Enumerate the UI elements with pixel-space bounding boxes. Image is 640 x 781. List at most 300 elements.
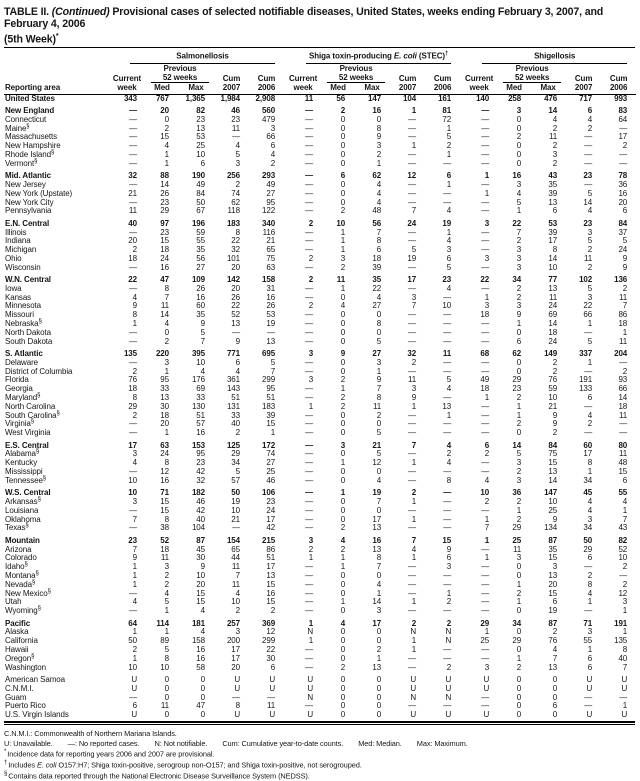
table-row: [4, 125, 636, 134]
case-count-cell: 4: [132, 597, 137, 607]
case-count-cell: 7: [376, 384, 382, 394]
case-count-cell: 3: [587, 627, 593, 637]
case-count-cell: 2: [235, 428, 240, 438]
case-count-cell: 4: [622, 497, 628, 506]
page-title: [4, 6, 635, 45]
weeks52-label: 52 weeks: [322, 73, 390, 84]
case-count-cell: 40: [128, 218, 137, 228]
case-count-cell: —: [305, 570, 314, 580]
case-count-cell: 34: [231, 458, 240, 468]
case-count-cell: 11: [619, 449, 628, 459]
reporting-area-cell: W.S. Central: [5, 488, 51, 498]
case-count-cell: —: [481, 467, 490, 477]
case-count-cell: —: [305, 393, 314, 403]
case-count-cell: 55: [196, 236, 205, 246]
case-count-cell: 25: [196, 141, 205, 151]
case-count-cell: 15: [266, 579, 276, 589]
case-count-cell: 10: [160, 662, 169, 672]
column-group-shigellosis: Shigellosis: [460, 50, 636, 63]
case-count-cell: 1: [484, 171, 490, 181]
case-count-cell: 20: [160, 105, 169, 115]
case-count-cell: —: [584, 158, 593, 168]
case-count-cell: 45: [583, 488, 593, 498]
case-count-cell: 104: [191, 523, 205, 533]
case-count-cell: 1: [411, 105, 417, 115]
case-count-cell: —: [408, 505, 417, 515]
case-count-cell: U: [410, 710, 417, 720]
case-count-cell: 13: [548, 197, 558, 207]
case-count-cell: —: [305, 114, 314, 124]
case-count-cell: 47: [196, 701, 205, 711]
max-header: Max: [354, 83, 390, 94]
case-count-cell: —: [232, 132, 240, 142]
case-count-cell: 77: [548, 275, 558, 285]
case-count-cell: 4: [132, 458, 137, 468]
case-count-cell: 1: [164, 158, 169, 168]
reporting-area-cell: Wisconsin: [5, 262, 41, 272]
case-count-cell: 0: [340, 327, 346, 337]
case-count-cell: 15: [266, 419, 276, 429]
case-count-cell: 71: [160, 488, 169, 498]
case-count-cell: 0: [552, 692, 558, 702]
case-count-cell: 2: [587, 245, 593, 255]
case-count-cell: 2: [516, 497, 522, 506]
case-count-cell: 60: [583, 440, 593, 450]
case-count-cell: 7: [376, 497, 382, 506]
case-count-cell: —: [481, 206, 490, 216]
case-count-cell: —: [408, 562, 417, 572]
case-count-cell: 44: [231, 553, 240, 563]
case-count-cell: 293: [262, 171, 276, 181]
case-count-cell: 0: [516, 428, 522, 438]
case-count-cell: 0: [376, 636, 382, 646]
case-count-cell: 17: [372, 514, 382, 524]
reporting-area-cell: Indiana: [5, 236, 31, 246]
case-count-cell: 63: [266, 262, 276, 272]
case-count-cell: 2: [552, 158, 558, 168]
case-count-cell: 215: [262, 535, 276, 545]
case-count-cell: 154: [226, 535, 240, 545]
case-count-cell: 24: [407, 218, 417, 228]
table-row: [4, 533, 636, 545]
case-count-cell: 5: [516, 197, 522, 207]
table-row: [4, 151, 636, 160]
case-count-cell: 0: [340, 149, 346, 159]
case-count-cell: 3: [411, 292, 417, 302]
case-count-cell: 22: [128, 275, 137, 285]
case-count-cell: N: [410, 692, 417, 702]
table-row: [4, 190, 636, 199]
case-count-cell: —: [619, 123, 628, 133]
case-count-cell: 9: [200, 562, 205, 572]
case-count-cell: 16: [266, 588, 276, 598]
case-count-cell: —: [619, 149, 628, 159]
case-count-cell: 4: [376, 197, 382, 207]
case-count-cell: 0: [376, 627, 382, 637]
case-count-cell: 50: [583, 535, 593, 545]
case-count-cell: 0: [516, 158, 522, 168]
case-count-cell: —: [443, 393, 452, 403]
case-count-cell: 0: [200, 683, 205, 693]
case-count-cell: —: [305, 410, 314, 420]
case-count-cell: 82: [196, 105, 205, 115]
case-count-cell: 0: [340, 674, 346, 684]
case-count-cell: 13: [548, 467, 558, 477]
case-count-cell: N: [307, 692, 314, 702]
case-count-cell: 9: [376, 132, 382, 142]
case-count-cell: 2: [340, 262, 346, 272]
case-count-cell: 11: [513, 544, 522, 554]
case-count-cell: 7: [376, 562, 382, 572]
current-label: Current: [288, 74, 318, 84]
case-count-cell: —: [129, 336, 137, 346]
title-footnote-marker: *: [55, 32, 59, 40]
case-count-cell: —: [305, 245, 314, 255]
reporting-area-cell: Alaska: [5, 627, 29, 637]
case-count-cell: 0: [340, 692, 346, 702]
case-count-cell: —: [129, 692, 137, 702]
case-count-cell: 11: [266, 701, 276, 711]
case-count-cell: 29: [128, 401, 137, 411]
table-row: [4, 516, 636, 525]
case-count-cell: 101: [226, 253, 240, 263]
case-count-cell: 11: [442, 349, 452, 359]
case-count-cell: 3: [516, 301, 522, 311]
case-count-cell: 0: [340, 627, 346, 637]
case-count-cell: 10: [128, 488, 137, 498]
case-count-cell: 6: [552, 597, 558, 607]
case-count-cell: 0: [340, 141, 346, 151]
reporting-area-cell: Minnesota: [5, 301, 42, 311]
case-count-cell: 76: [548, 636, 558, 646]
case-count-cell: —: [305, 579, 314, 589]
case-count-cell: 25: [548, 505, 558, 515]
table-row: [4, 672, 636, 684]
case-count-cell: 3: [132, 449, 137, 459]
case-count-cell: 95: [266, 197, 276, 207]
case-count-cell: 8: [446, 475, 452, 485]
case-count-cell: 95: [196, 449, 205, 459]
case-count-cell: 136: [614, 275, 628, 285]
case-count-cell: —: [481, 227, 490, 237]
case-count-cell: 1: [308, 636, 314, 646]
case-count-cell: U: [307, 674, 314, 684]
case-count-cell: 20: [231, 283, 240, 293]
case-count-cell: —: [481, 419, 490, 429]
case-count-cell: 11: [128, 206, 137, 216]
case-count-cell: 20: [618, 197, 628, 207]
table-row: [4, 116, 636, 125]
case-count-cell: 118: [227, 206, 240, 216]
reporting-area-cell: Colorado: [5, 553, 37, 563]
case-count-cell: 3: [516, 475, 522, 485]
case-count-cell: U: [586, 674, 593, 684]
case-count-cell: U: [269, 683, 276, 693]
case-count-cell: 14: [548, 319, 558, 329]
case-count-cell: —: [305, 384, 314, 394]
case-count-cell: 29: [231, 449, 240, 459]
case-count-cell: 0: [516, 357, 522, 367]
table-row: [4, 285, 636, 294]
case-count-cell: —: [408, 132, 417, 142]
case-count-cell: 11: [372, 401, 382, 411]
case-count-cell: 1: [164, 366, 169, 376]
case-count-cell: 23: [512, 384, 522, 394]
case-count-cell: —: [481, 366, 490, 376]
case-count-cell: —: [443, 497, 452, 506]
case-count-cell: 1: [132, 579, 137, 589]
reporting-area-cell: Puerto Rico: [5, 701, 46, 711]
case-count-cell: 23: [442, 275, 452, 285]
case-count-cell: 20: [128, 236, 137, 246]
case-count-cell: 1: [340, 245, 346, 255]
case-count-cell: 257: [226, 618, 240, 628]
case-count-cell: 2: [516, 292, 522, 302]
case-count-cell: —: [305, 319, 314, 329]
case-count-cell: 1: [484, 292, 490, 302]
reporting-area-cell: Alabama§: [5, 448, 40, 459]
reporting-area-cell: Oregon§: [5, 653, 35, 663]
case-count-cell: 11: [231, 123, 240, 133]
case-count-cell: 1: [587, 644, 593, 654]
case-count-cell: 5: [446, 375, 452, 385]
case-count-cell: 27: [372, 301, 382, 311]
case-count-cell: 1: [340, 597, 346, 607]
case-count-cell: 7: [411, 535, 417, 545]
table-row: [4, 412, 636, 421]
case-count-cell: 11: [231, 579, 240, 589]
case-count-cell: U: [621, 710, 628, 720]
cum2006-header: 2006: [425, 83, 460, 94]
case-count-cell: 8: [164, 514, 169, 524]
case-count-cell: 35: [548, 544, 558, 554]
case-count-cell: 7: [411, 440, 417, 450]
case-count-cell: —: [408, 653, 417, 663]
case-count-cell: 5: [235, 467, 240, 477]
table-row: [4, 207, 636, 216]
case-count-cell: 5: [376, 449, 382, 459]
case-count-cell: 0: [376, 114, 382, 124]
case-count-cell: 7: [411, 301, 417, 311]
case-count-cell: 0: [516, 366, 522, 376]
case-count-cell: 7: [622, 662, 628, 672]
case-count-cell: 18: [160, 245, 169, 255]
reporting-area-cell: Maryland§: [5, 392, 41, 403]
case-count-cell: 2: [132, 410, 137, 420]
case-count-cell: N: [445, 692, 452, 702]
case-count-cell: 4: [587, 497, 593, 506]
case-count-cell: 29: [512, 375, 522, 385]
table-row: [4, 199, 636, 208]
case-count-cell: —: [584, 366, 593, 376]
case-count-cell: 8: [376, 393, 382, 403]
case-count-cell: —: [619, 419, 628, 429]
case-count-cell: U: [410, 683, 417, 693]
case-count-cell: 4: [516, 188, 522, 198]
case-count-cell: 0: [376, 692, 382, 702]
case-count-cell: —: [305, 179, 314, 189]
case-count-cell: 5: [235, 149, 240, 159]
case-count-cell: 560: [262, 105, 276, 115]
case-count-cell: 1: [516, 206, 522, 216]
case-count-cell: 87: [548, 535, 558, 545]
case-count-cell: 3: [340, 253, 346, 263]
case-count-cell: 2: [132, 644, 137, 654]
table-row: [4, 394, 636, 403]
case-count-cell: 55: [583, 636, 593, 646]
case-count-cell: 2: [622, 366, 628, 376]
cum2007-header: 2007: [566, 83, 601, 94]
case-count-cell: 5: [622, 236, 628, 246]
case-count-cell: 476: [544, 93, 558, 103]
case-count-cell: —: [408, 327, 417, 337]
case-count-cell: 10: [480, 488, 490, 498]
case-count-cell: —: [129, 123, 137, 133]
case-count-cell: 109: [191, 275, 205, 285]
case-count-cell: 6: [587, 393, 593, 403]
case-count-cell: —: [305, 562, 314, 572]
case-count-cell: 15: [196, 597, 205, 607]
case-count-cell: 49: [480, 375, 490, 385]
table-row: [4, 133, 636, 142]
case-count-cell: 0: [340, 310, 346, 320]
case-count-cell: 1: [164, 606, 169, 616]
case-count-cell: 0: [340, 357, 346, 367]
case-count-cell: U: [445, 710, 452, 720]
case-count-cell: 343: [123, 93, 137, 103]
case-count-cell: —: [481, 245, 490, 255]
case-count-cell: 0: [516, 141, 522, 151]
case-count-cell: 9: [516, 310, 522, 320]
case-count-cell: —: [619, 357, 628, 367]
case-count-cell: 0: [376, 467, 382, 477]
case-count-cell: —: [305, 283, 314, 293]
case-count-cell: 26: [231, 292, 240, 302]
case-count-cell: 4: [376, 188, 382, 198]
case-count-cell: 2: [308, 301, 314, 311]
reporting-area-cell: Illinois: [5, 227, 27, 237]
case-count-cell: —: [129, 158, 137, 168]
case-count-cell: 16: [196, 292, 205, 302]
case-count-cell: 3: [235, 627, 240, 637]
case-count-cell: 176: [191, 375, 205, 385]
table-row: [4, 103, 636, 115]
case-count-cell: 2: [446, 618, 452, 628]
case-count-cell: 18: [618, 401, 628, 411]
case-count-cell: 116: [262, 227, 276, 237]
case-count-cell: —: [443, 570, 452, 580]
column-header-row: [4, 83, 636, 94]
case-count-cell: 0: [516, 644, 522, 654]
case-count-cell: 0: [516, 570, 522, 580]
case-count-cell: 7: [411, 206, 417, 216]
case-count-cell: 1: [340, 562, 346, 572]
case-count-cell: 66: [266, 132, 276, 142]
case-count-cell: 17: [266, 514, 276, 524]
case-count-cell: 22: [372, 283, 382, 293]
case-count-cell: 0: [516, 710, 522, 720]
case-count-cell: —: [481, 158, 490, 168]
case-count-cell: 0: [516, 149, 522, 159]
case-count-cell: 18: [160, 544, 169, 554]
case-count-cell: —: [408, 179, 417, 189]
case-count-cell: 1: [340, 458, 346, 468]
case-count-cell: 87: [548, 618, 558, 628]
case-count-cell: 0: [340, 336, 346, 346]
case-count-cell: 1: [132, 319, 137, 329]
case-count-cell: 53: [548, 218, 558, 228]
case-count-cell: 4: [446, 458, 452, 468]
case-count-cell: 5: [587, 336, 593, 346]
case-count-cell: 46: [196, 497, 205, 506]
case-count-cell: 1: [411, 141, 417, 151]
reporting-area-cell: Nebraska§: [5, 318, 42, 329]
case-count-cell: 53: [266, 310, 276, 320]
case-count-cell: —: [481, 357, 490, 367]
case-count-cell: —: [408, 310, 417, 320]
case-count-cell: 2: [552, 357, 558, 367]
case-count-cell: 1: [376, 366, 382, 376]
case-count-cell: —: [305, 497, 314, 506]
case-count-cell: 5: [587, 236, 593, 246]
case-count-cell: 7: [132, 514, 137, 524]
case-count-cell: 0: [164, 683, 169, 693]
case-count-cell: 8: [132, 310, 137, 320]
case-count-cell: 153: [191, 440, 205, 450]
case-count-cell: 767: [155, 93, 169, 103]
case-count-cell: 36: [618, 179, 628, 189]
table-row: [4, 311, 636, 320]
table-row: [4, 711, 636, 720]
case-count-cell: 2: [308, 544, 314, 554]
case-count-cell: 3: [411, 384, 417, 394]
table-row: [4, 498, 636, 507]
case-count-cell: 0: [340, 644, 346, 654]
case-count-cell: 24: [160, 449, 169, 459]
case-count-cell: —: [481, 505, 490, 515]
case-count-cell: 4: [446, 236, 452, 246]
case-count-cell: 10: [128, 662, 137, 672]
reporting-area-cell: South Carolina§: [5, 409, 60, 420]
case-count-cell: —: [619, 158, 628, 168]
case-count-cell: 204: [614, 349, 628, 359]
case-count-cell: 12: [407, 171, 417, 181]
case-count-cell: 7: [200, 336, 205, 346]
reporting-area-cell: New York City: [5, 197, 54, 207]
case-count-cell: 9: [340, 349, 346, 359]
reporting-area-cell: Mountain: [5, 535, 40, 545]
case-count-cell: —: [443, 505, 452, 515]
case-count-cell: 23: [266, 497, 276, 506]
case-count-cell: 51: [266, 553, 276, 563]
table-row: [4, 142, 636, 151]
case-count-cell: 14: [372, 597, 382, 607]
case-count-cell: 479: [262, 114, 276, 124]
case-count-cell: —: [443, 357, 452, 367]
case-count-cell: 2: [484, 497, 490, 506]
case-count-cell: 2: [235, 606, 240, 616]
case-count-cell: —: [481, 562, 490, 572]
case-count-cell: —: [408, 366, 417, 376]
case-count-cell: 299: [262, 375, 276, 385]
reporting-area-cell: Kansas: [5, 292, 32, 302]
reporting-area-cell: New York (Upstate): [5, 188, 73, 198]
reporting-area-cell: Vermont§: [5, 158, 38, 168]
case-count-cell: —: [129, 327, 137, 337]
case-count-cell: —: [481, 179, 490, 189]
case-count-cell: 15: [442, 535, 452, 545]
case-count-cell: —: [305, 292, 314, 302]
